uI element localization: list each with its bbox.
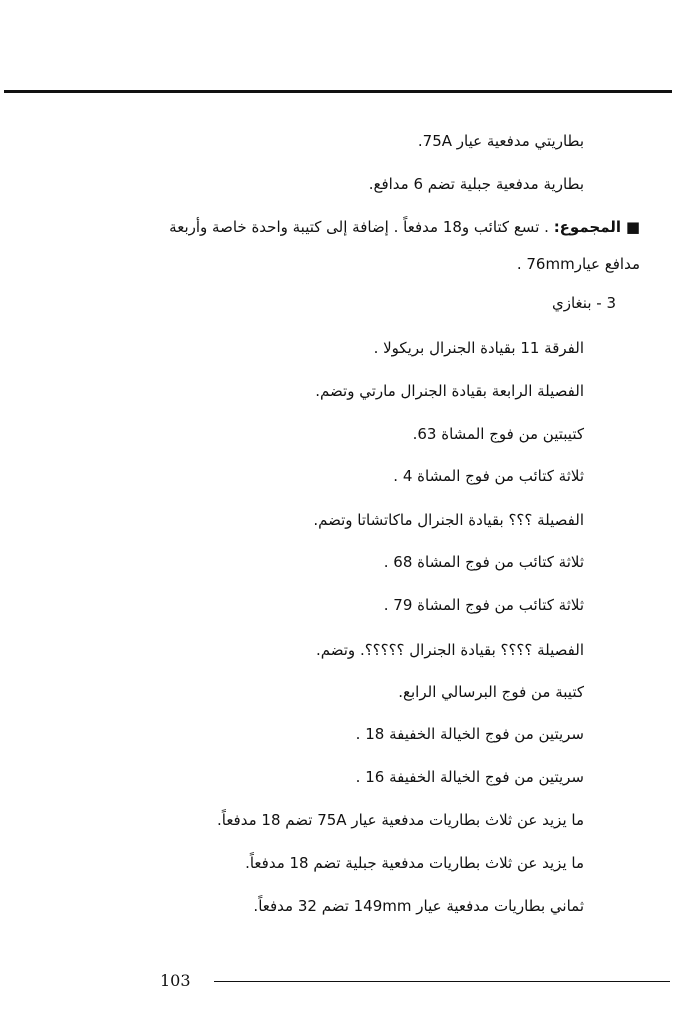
text-line-13: الفصيلة ؟؟؟؟ بقيادة الجنرال ؟؟؟؟؟. وتضم. (316, 641, 584, 659)
text-line-18: ما يزيد عن ثلاث بطاريات مدفعية جبلية تضم 18 مدفعاً. (245, 854, 584, 872)
text-line-2: بطارية مدفعية جبلية تضم 6 مدافع. (368, 175, 584, 193)
section-heading-benghazi: 3 - بنغازي (552, 294, 616, 312)
text-line-12: ثلاثة كتائب من فوج المشاة 79 . (383, 596, 584, 614)
text-line-11: ثلاثة كتائب من فوج المشاة 68 . (383, 553, 584, 571)
text-line-16: سريتين من فوج الخيالة الخفيفة 16 . (355, 768, 584, 786)
text-line-8: كتيبتين من فوج المشاة 63. (412, 425, 584, 443)
text-line-4: مدافع عيار76mm . (516, 255, 640, 273)
text-line-17: ما يزيد عن ثلاث بطاريات مدفعية عيار 75A تضم 18 مدفعاً. (216, 811, 584, 829)
text-line-15: سريتين من فوج الخيالة الخفيفة 18 . (355, 725, 584, 743)
total-label: المجموع: (553, 218, 622, 236)
top-rule (4, 90, 672, 93)
text-line-1: بطاريتي مدفعية عيار 75A. (417, 132, 584, 150)
text-line-6: الفرقة 11 بقيادة الجنرال بريكولا . (373, 339, 584, 357)
text-line-9: ثلاثة كتائب من فوج المشاة 4 . (393, 467, 584, 485)
text-line-10: الفصيلة ؟؟؟ بقيادة الجنرال ماكاتشاتا وتضم. (313, 511, 584, 529)
page-number: 103 (160, 971, 191, 990)
total-text: . تسع كتائب و18 مدفعاً . إضافة إلى كتيبة واحدة خاصة وأربعة (169, 218, 549, 236)
text-line-3: ■ المجموع: . تسع كتائب و18 مدفعاً . إضافة إلى كتيبة واحدة خاصة وأربعة (169, 218, 640, 236)
text-line-14: كتيبة من فوج البرسالي الرابع. (398, 683, 584, 701)
text-line-7: الفصيلة الرابعة بقيادة الجنرال مارتي وتضم. (315, 382, 584, 400)
footer-rule (214, 981, 670, 982)
text-line-19: ثماني بطاريات مدفعية عيار 149mm تضم 32 مدفعاً. (253, 897, 584, 915)
